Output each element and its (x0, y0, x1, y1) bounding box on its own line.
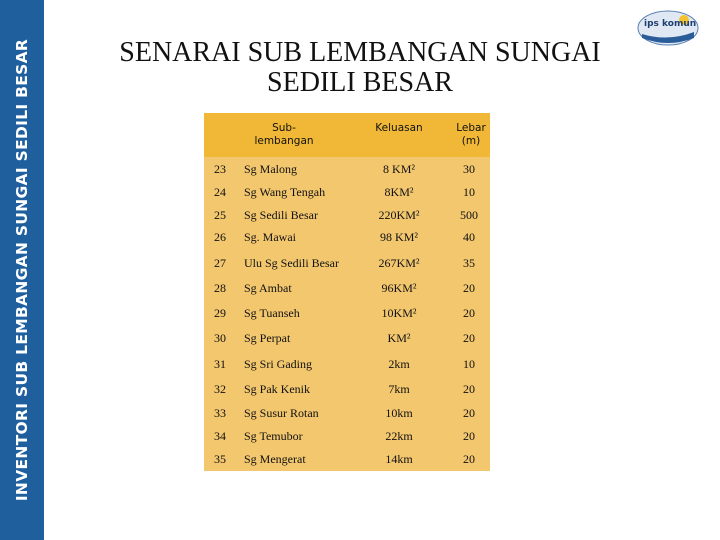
row-number: 25 (214, 208, 226, 222)
row-area: 8 KM² (383, 162, 415, 176)
row-area: 14km (385, 452, 413, 466)
row-area: 10KM² (381, 306, 417, 320)
row-width: 20 (463, 281, 475, 295)
row-name: Sg Sri Gading (244, 357, 313, 371)
row-name: Sg Perpat (244, 331, 291, 345)
row-name: Ulu Sg Sedili Besar (244, 256, 339, 270)
row-width: 20 (463, 452, 475, 466)
row-width: 20 (463, 429, 475, 443)
row-area: 8KM² (384, 185, 414, 199)
row-number: 35 (214, 452, 226, 466)
row-number: 28 (214, 281, 226, 295)
header-area: Keluasan (375, 122, 423, 134)
table-row (204, 158, 490, 181)
row-area: 267KM² (378, 256, 420, 270)
row-width: 20 (463, 382, 475, 396)
table-row (204, 402, 490, 425)
row-area: 2km (388, 357, 410, 371)
row-name: Sg Ambat (244, 281, 292, 295)
table-row (204, 378, 490, 401)
row-name: Sg Tuanseh (244, 306, 300, 320)
table-row (204, 181, 490, 204)
table-row (204, 277, 490, 300)
sidebar-banner (0, 0, 44, 540)
row-name: Sg. Mawai (244, 230, 296, 244)
row-area: 98 KM² (380, 230, 418, 244)
sub-basin-table (204, 113, 490, 471)
row-name: Sg Mengerat (244, 452, 306, 466)
row-area: 22km (385, 429, 413, 443)
page-title-line2: SEDILI BESAR (267, 67, 453, 98)
row-area: 220KM² (378, 208, 420, 222)
table-row (204, 226, 490, 249)
row-number: 31 (214, 357, 226, 371)
row-name: Sg Sedili Besar (244, 208, 318, 222)
row-number: 32 (214, 382, 226, 396)
header-name: Sub-lembangan (254, 122, 314, 147)
row-number: 24 (214, 185, 226, 199)
row-width: 10 (463, 185, 475, 199)
row-width: 20 (463, 406, 475, 420)
header-width: Lebar (m) (456, 122, 486, 147)
table-header (204, 113, 490, 157)
row-area: 10km (385, 406, 413, 420)
row-number: 26 (214, 230, 226, 244)
logo-text: ips komun (644, 19, 697, 29)
row-name: Sg Wang Tengah (244, 185, 326, 199)
row-number: 23 (214, 162, 226, 176)
row-name: Sg Temubor (244, 429, 303, 443)
row-name: Sg Susur Rotan (244, 406, 319, 420)
row-number: 27 (214, 256, 226, 270)
row-width: 30 (463, 162, 475, 176)
table-row (204, 327, 490, 350)
row-name: Sg Pak Kenik (244, 382, 310, 396)
row-width: 35 (463, 256, 475, 270)
row-area: KM² (387, 331, 411, 345)
row-width: 20 (463, 331, 475, 345)
table-row (204, 204, 490, 227)
row-name: Sg Malong (244, 162, 298, 176)
row-number: 29 (214, 306, 226, 320)
sidebar-title: INVENTORI SUB LEMBANGAN SUNGAI SEDILI BESAR (13, 38, 31, 502)
table-row (204, 302, 490, 325)
row-area: 7km (388, 382, 410, 396)
page-title-line1: SENARAI SUB LEMBANGAN SUNGAI (119, 37, 601, 68)
table-row (204, 425, 490, 448)
page-title (100, 38, 620, 98)
row-number: 30 (214, 331, 226, 345)
row-width: 500 (460, 208, 478, 222)
table-row (204, 448, 490, 471)
row-number: 34 (214, 429, 226, 443)
table-row (204, 252, 490, 275)
row-width: 40 (463, 230, 475, 244)
row-number: 33 (214, 406, 226, 420)
row-width: 20 (463, 306, 475, 320)
row-width: 10 (463, 357, 475, 371)
row-area: 96KM² (381, 281, 417, 295)
table-row (204, 353, 490, 376)
jps-logo-icon (636, 8, 700, 48)
